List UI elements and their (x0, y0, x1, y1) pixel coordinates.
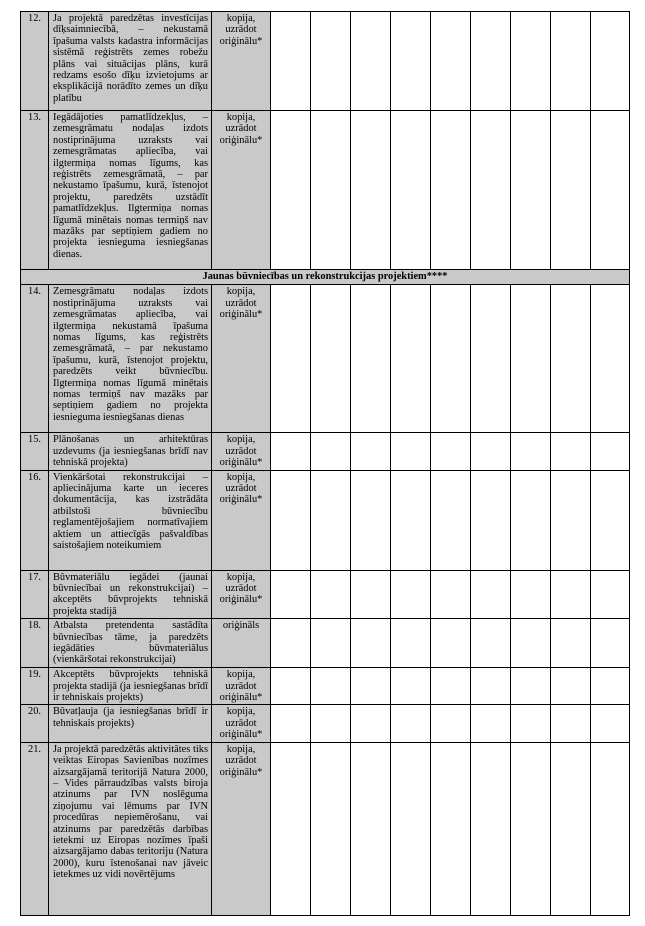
table-row (21, 570, 630, 619)
empty-cell (431, 619, 471, 668)
document-type: kopija, uzrādot oriģinālu* (212, 12, 271, 111)
row-number: 21. (21, 742, 49, 915)
rows-before-section (21, 12, 630, 270)
empty-cell (311, 619, 351, 668)
empty-cell (551, 705, 591, 742)
empty-cell (471, 668, 511, 705)
empty-cell (511, 619, 551, 668)
empty-cell (551, 12, 591, 111)
empty-cell (591, 433, 630, 470)
document-type: kopija, uzrādot oriģinālu* (212, 570, 271, 619)
empty-cell (511, 668, 551, 705)
empty-cell (391, 111, 431, 270)
empty-cell (391, 619, 431, 668)
empty-cell (551, 742, 591, 915)
rows-after-section (21, 285, 630, 915)
empty-cell (591, 668, 630, 705)
empty-cell (471, 570, 511, 619)
row-number: 17. (21, 570, 49, 619)
empty-cell (511, 742, 551, 915)
empty-cell (351, 570, 391, 619)
empty-cell (471, 742, 511, 915)
empty-cell (351, 742, 391, 915)
document-description: Zemesgrāmatu nodaļas izdots nostiprinājuma uzraksts vai zemesgrāmatas apliecība, vai ilgtermiņa nekustamā īpašuma nomas līgums, kas reģistrēts zemesgrāmatā, – par nekustamo īpašumu, kurā, īstenojot projektu, paredzēts veikt būvniecību. Ilgtermiņa nomas līgumā minētais nomas termiņš nav mazāks par septiņiem gadiem no projekta iesnieguma iesniegšanas dienas (49, 285, 212, 433)
empty-cell (311, 12, 351, 111)
row-number: 13. (21, 111, 49, 270)
document-type: kopija, uzrādot oriģinālu* (212, 111, 271, 270)
table-row (21, 470, 630, 570)
document-description: Būvatļauja (ja iesniegšanas brīdī ir tehniskais projekts) (49, 705, 212, 742)
row-number: 18. (21, 619, 49, 668)
empty-cell (271, 470, 311, 570)
empty-cell (351, 668, 391, 705)
empty-cell (471, 433, 511, 470)
empty-cell (591, 570, 630, 619)
empty-cell (431, 570, 471, 619)
empty-cell (391, 470, 431, 570)
empty-cell (551, 470, 591, 570)
row-number: 15. (21, 433, 49, 470)
row-number: 12. (21, 12, 49, 111)
empty-cell (591, 285, 630, 433)
documents-table (20, 11, 630, 916)
empty-cell (271, 433, 311, 470)
empty-cell (551, 619, 591, 668)
empty-cell (271, 619, 311, 668)
document-type: kopija, uzrādot oriģinālu* (212, 742, 271, 915)
document-type: oriģināls (212, 619, 271, 668)
table-row (21, 111, 630, 270)
empty-cell (551, 433, 591, 470)
empty-cell (511, 570, 551, 619)
empty-cell (351, 705, 391, 742)
section-header-group (21, 270, 630, 285)
empty-cell (351, 12, 391, 111)
empty-cell (351, 433, 391, 470)
empty-cell (271, 12, 311, 111)
table-row (21, 742, 630, 915)
empty-cell (511, 705, 551, 742)
empty-cell (311, 285, 351, 433)
empty-cell (471, 470, 511, 570)
document-description: Būvmateriālu iegādei (jaunai būvniecībai un rekonstrukcijai) – akceptēts būvprojekts tehniskā projekta stadijā (49, 570, 212, 619)
empty-cell (511, 285, 551, 433)
empty-cell (391, 668, 431, 705)
empty-cell (351, 111, 391, 270)
empty-cell (511, 470, 551, 570)
empty-cell (391, 12, 431, 111)
document-type: kopija, uzrādot oriģinālu* (212, 285, 271, 433)
document-description: Atbalsta pretendenta sastādīta būvniecības tāme, ja paredzēts iegādāties būvmateriālus (vienkāršotai rekonstrukcijai) (49, 619, 212, 668)
empty-cell (511, 433, 551, 470)
empty-cell (471, 705, 511, 742)
document-type: kopija, uzrādot oriģinālu* (212, 705, 271, 742)
empty-cell (311, 111, 351, 270)
empty-cell (431, 742, 471, 915)
table-row (21, 668, 630, 705)
row-number: 16. (21, 470, 49, 570)
empty-cell (431, 433, 471, 470)
empty-cell (431, 111, 471, 270)
empty-cell (311, 570, 351, 619)
document-description: Iegādājoties pamatlīdzekļus, – zemesgrāmatu nodaļas izdots nostiprinājuma uzraksts vai zemesgrāmatas apliecība, vai ilgtermiņa nomas līgums, kas reģistrēts zemesgrāmatā, – par nekustamo īpašumu, kurā, īstenojot projektu, paredzēts uzstādīt pamatlīdzekļus. Ilgtermiņa nomas līgumā minētais nomas termiņš nav mazāks par septiņiem gadiem no projekta iesnieguma iesniegšanas dienas. (49, 111, 212, 270)
empty-cell (311, 705, 351, 742)
table-row (21, 12, 630, 111)
empty-cell (271, 668, 311, 705)
empty-cell (391, 285, 431, 433)
empty-cell (551, 570, 591, 619)
empty-cell (311, 433, 351, 470)
empty-cell (591, 619, 630, 668)
empty-cell (311, 742, 351, 915)
row-number: 19. (21, 668, 49, 705)
table-row (21, 705, 630, 742)
empty-cell (431, 705, 471, 742)
row-number: 14. (21, 285, 49, 433)
empty-cell (271, 285, 311, 433)
empty-cell (391, 742, 431, 915)
table-row (21, 619, 630, 668)
empty-cell (471, 12, 511, 111)
empty-cell (471, 285, 511, 433)
document-description: Akceptēts būvprojekts tehniskā projekta stadijā (ja iesniegšanas brīdī ir tehniskais projekts) (49, 668, 212, 705)
table-row (21, 285, 630, 433)
empty-cell (271, 705, 311, 742)
row-number: 20. (21, 705, 49, 742)
empty-cell (551, 285, 591, 433)
document-type: kopija, uzrādot oriģinālu* (212, 433, 271, 470)
empty-cell (471, 619, 511, 668)
empty-cell (391, 433, 431, 470)
document-description: Ja projektā paredzētas investīcijas dīķsaimniecībā, – nekustamā īpašuma valsts kadastra informācijas sistēmā reģistrēts zemes robežu plāns vai situācijas plāns, kurā redzams esošo dīķu izvietojums ar eksplikācijā norādīto zemes un dīķu platību (49, 12, 212, 111)
empty-cell (431, 470, 471, 570)
empty-cell (591, 705, 630, 742)
empty-cell (431, 668, 471, 705)
empty-cell (551, 668, 591, 705)
empty-cell (351, 619, 391, 668)
document-description: Vienkāršotai rekonstrukcijai – apliecinājuma karte un ieceres dokumentācija, kas izstrādāta atbilstoši būvniecību reglamentējošajiem normatīvajiem aktiem un attiecīgās pašvaldības saistošajiem noteikumiem (49, 470, 212, 570)
empty-cell (311, 668, 351, 705)
empty-cell (391, 705, 431, 742)
empty-cell (311, 470, 351, 570)
empty-cell (591, 12, 630, 111)
empty-cell (431, 12, 471, 111)
empty-cell (431, 285, 471, 433)
empty-cell (511, 111, 551, 270)
document-description: Ja projektā paredzētās aktivitātes tiks veiktas Eiropas Savienības nozīmes aizsargājamā teritorijā Natura 2000, – Vides pārraudzības valsts biroja atzinums par IVN noslēguma ziņojumu vai lēmums par IVN procedūras nepiemērošanu, vai atzinums par paredzētās darbības ietekmi uz Eiropas nozīmes īpaši aizsargājamo dabas teritoriju (Natura 2000), kuru īstenošanai nav jāveic ietekmes uz vidi novērtējums (49, 742, 212, 915)
empty-cell (591, 470, 630, 570)
empty-cell (271, 570, 311, 619)
empty-cell (271, 111, 311, 270)
empty-cell (551, 111, 591, 270)
empty-cell (591, 742, 630, 915)
document-type: kopija, uzrādot oriģinālu* (212, 668, 271, 705)
empty-cell (471, 111, 511, 270)
empty-cell (391, 570, 431, 619)
empty-cell (351, 285, 391, 433)
section-header-row (21, 270, 630, 285)
document-type: kopija, uzrādot oriģinālu* (212, 470, 271, 570)
document-description: Plānošanas un arhitektūras uzdevums (ja iesniegšanas brīdī nav tehniskā projekta) (49, 433, 212, 470)
empty-cell (271, 742, 311, 915)
table-row (21, 433, 630, 470)
section-heading: Jaunas būvniecības un rekonstrukcijas projektiem**** (21, 270, 630, 285)
empty-cell (511, 12, 551, 111)
empty-cell (591, 111, 630, 270)
empty-cell (351, 470, 391, 570)
